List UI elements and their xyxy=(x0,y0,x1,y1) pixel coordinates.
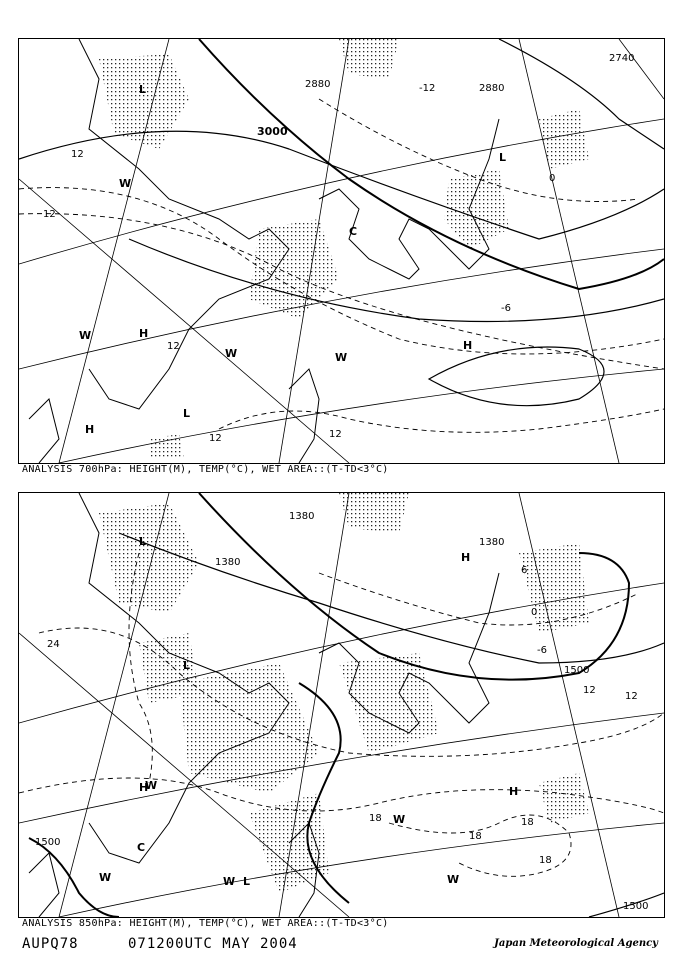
center-marker: L xyxy=(499,151,507,164)
height-label: 3000 xyxy=(257,125,288,138)
temp-label: 12 xyxy=(167,341,180,352)
center-marker: C xyxy=(137,841,146,854)
center-marker: W xyxy=(225,347,238,360)
center-marker: W xyxy=(145,779,158,792)
center-marker: L xyxy=(243,875,251,888)
center-marker: W xyxy=(119,177,132,190)
temp-label: 12 xyxy=(583,685,596,696)
chart-850hpa xyxy=(18,492,665,918)
temp-label: 18 xyxy=(469,831,482,842)
temp-label: 18 xyxy=(539,855,552,866)
height-label: 1380 xyxy=(479,537,505,548)
chart-700hpa xyxy=(18,38,665,464)
product-code: AUPQ78 xyxy=(22,936,79,952)
temp-label: 0 xyxy=(549,173,556,184)
temp-label: 0 xyxy=(531,607,538,618)
center-marker: W xyxy=(79,329,92,342)
height-label: 1380 xyxy=(215,557,241,568)
temp-label: 12 xyxy=(43,209,56,220)
center-marker: H xyxy=(139,327,149,340)
height-label: 2880 xyxy=(479,83,505,94)
center-marker: W xyxy=(223,875,236,888)
height-label: 2740 xyxy=(609,53,635,64)
center-marker: W xyxy=(335,351,348,364)
height-label: 1500 xyxy=(35,837,61,848)
center-marker: L xyxy=(139,83,147,96)
map-700hpa xyxy=(19,39,664,463)
center-marker: H xyxy=(461,551,471,564)
center-marker: C xyxy=(349,225,358,238)
temp-label: 12 xyxy=(209,433,222,444)
center-marker: W xyxy=(393,813,406,826)
temp-label: 18 xyxy=(521,817,534,828)
temp-label: 6 xyxy=(521,565,528,576)
temp-label: 18 xyxy=(369,813,382,824)
center-marker: H xyxy=(509,785,519,798)
map-850hpa xyxy=(19,493,664,917)
wet-area xyxy=(99,493,589,893)
temp-label: 24 xyxy=(47,639,60,650)
valid-time: 071200UTC MAY 2004 xyxy=(128,936,298,952)
center-marker: W xyxy=(447,873,460,886)
temp-label: 12 xyxy=(329,429,342,440)
height-label: 2880 xyxy=(305,79,331,90)
height-label: 1500 xyxy=(564,665,590,676)
temp-label: -12 xyxy=(419,83,436,94)
center-marker: W xyxy=(99,871,112,884)
caption-850hpa: ANALYSIS 850hPa: HEIGHT(M), TEMP(°C), WET AREA::(T-TD<3°C) xyxy=(22,918,389,929)
center-marker: L xyxy=(139,535,147,548)
temp-label: -6 xyxy=(501,303,511,314)
height-label: 1500 xyxy=(623,901,649,912)
center-marker: H xyxy=(139,781,149,794)
center-marker: L xyxy=(183,659,191,672)
caption-700hpa: ANALYSIS 700hPa: HEIGHT(M), TEMP(°C), WET AREA::(T-TD<3°C) xyxy=(22,464,389,475)
center-marker: L xyxy=(183,407,191,420)
wet-area xyxy=(99,39,589,459)
height-label: 1380 xyxy=(289,511,315,522)
temp-label: 12 xyxy=(71,149,84,160)
center-marker: H xyxy=(85,423,95,436)
center-marker: H xyxy=(463,339,473,352)
temp-label: 12 xyxy=(625,691,638,702)
agency-name: Japan Meteorological Agency xyxy=(494,938,658,949)
temp-label: -6 xyxy=(537,645,547,656)
